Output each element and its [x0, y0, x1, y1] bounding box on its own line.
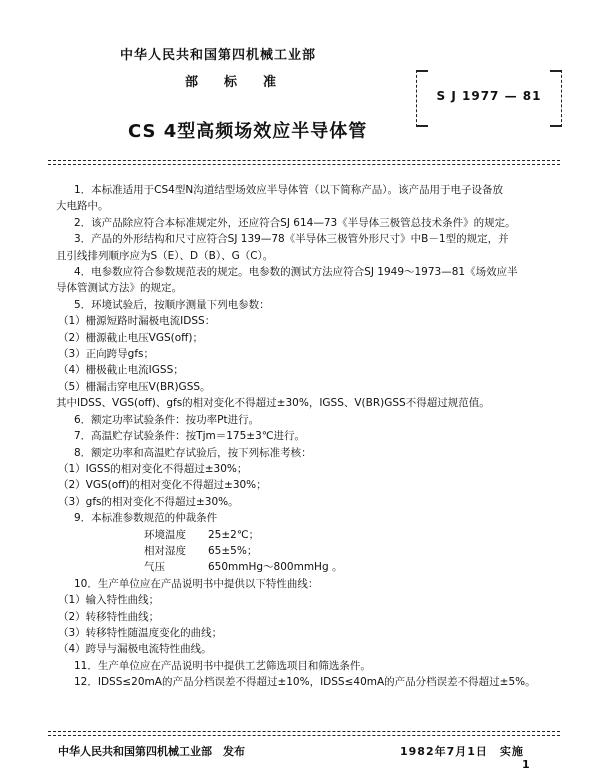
clause-5: 5．环境试验后，按顺序测量下列电参数：: [74, 298, 270, 311]
footer-divider: [48, 731, 560, 732]
clause-10-item: （3）转移特性随温度变化的曲线；: [58, 626, 223, 639]
condition-value: 25±2℃；: [208, 528, 260, 541]
standard-number-box: [416, 70, 562, 127]
condition-pressure: [56, 559, 566, 575]
clause-1: 1．本标准适用于CS4型N沟道结型场效应半导体管（以下简称产品）。该产品用于电子设备放: [74, 184, 503, 196]
clause-10: 10．生产单位应在产品说明书中提供以下特性曲线：: [74, 577, 319, 590]
clause-4-cont: 导体管测试方法》的规定。: [56, 282, 182, 295]
clause-12: 12．IDSS≤20mA的产品分档误差不得超过±10%，IDSS≤40mA的产品分档误差不得超过±5%。: [74, 676, 536, 689]
clause-8-item: （2）VGS(off)的相对变化不得超过±30%；: [58, 479, 267, 492]
clause-3: 3．产品的外形结构和尺寸应符合SJ 139—78《半导体三极管外形尺寸》中B－1型的规定，并: [74, 233, 509, 246]
implementation-date: 1982年7月1日 实施: [400, 745, 524, 758]
clause-5-item: （2）栅源截止电压VGS(off)；: [58, 331, 204, 344]
header-divider: [48, 160, 560, 161]
clause-8-item: （1）IGSS的相对变化不得超过±30%；: [58, 462, 248, 475]
clause-5-item: （4）栅极截止电流IGSS；: [58, 364, 184, 377]
clause-7: 7．高温贮存试验条件：按Tjm＝175±3℃进行。: [74, 430, 306, 443]
condition-label: 环境温度: [144, 528, 186, 541]
condition-label: 气压: [144, 561, 165, 574]
clause-11: 11．生产单位应在产品说明书中提供工艺筛选项目和筛选条件。: [74, 659, 371, 672]
clause-8: 8．额定功率和高温贮存试验后，按下列标准考核：: [74, 446, 312, 459]
page-number: 1: [522, 758, 530, 771]
clause-5-note: 其中IDSS、VGS(off)、gfs的相对变化不得超过±30%，IGSS、V(BR)GSS不得超过规范值。: [56, 397, 490, 410]
standard-body: [56, 182, 566, 691]
clause-5-item: （3）正向跨导gfs；: [58, 348, 155, 361]
condition-value: 650mmHg～800mmHg 。: [208, 561, 343, 574]
clause-8-item: （3）gfs的相对变化不得超过±30%。: [58, 495, 239, 508]
clause-6: 6．额定功率试验条件：按功率Pt进行。: [74, 413, 260, 426]
clause-5-item: （5）栅漏击穿电压V(BR)GSS。: [58, 380, 211, 393]
clause-3-cont: 且引线排列顺序应为S（E）、D（B）、G（C）。: [56, 249, 274, 262]
condition-temperature: [56, 527, 566, 543]
page-title: CS 4型高频场效应半导体管: [128, 121, 368, 142]
footer-divider: [48, 735, 560, 736]
clause-1-cont: 大电路中。: [56, 200, 109, 213]
ministry-name: 中华人民共和国第四机械工业部: [120, 48, 317, 63]
condition-humidity: [56, 543, 566, 559]
header-divider: [48, 164, 560, 165]
clause-10-item: （2）转移特性曲线；: [58, 610, 160, 623]
clause-10-item: （1）输入特性曲线；: [58, 594, 160, 607]
clause-4: 4．电参数应符合参数规范表的规定。电参数的测试方法应符合SJ 1949～1973—81《场效应半: [74, 266, 518, 279]
document-type: 部标准: [185, 75, 303, 90]
clause-5-item: （1）栅源短路时漏极电流IDSS：: [58, 315, 216, 328]
clause-2: 2．该产品除应符合本标准规定外，还应符合SJ 614—73《半导体三极管总技术条件》的规定。: [74, 216, 516, 229]
issuer-line: 中华人民共和国第四机械工业部 发布: [58, 745, 245, 758]
condition-label: 相对湿度: [144, 544, 186, 557]
standard-number: S J 1977 — 81: [436, 89, 542, 103]
condition-value: 65±5%；: [208, 544, 258, 557]
clause-10-item: （4）跨导与漏极电流特性曲线。: [58, 643, 212, 656]
clause-9: 9．本标准参数规范的仲裁条件: [74, 512, 218, 525]
